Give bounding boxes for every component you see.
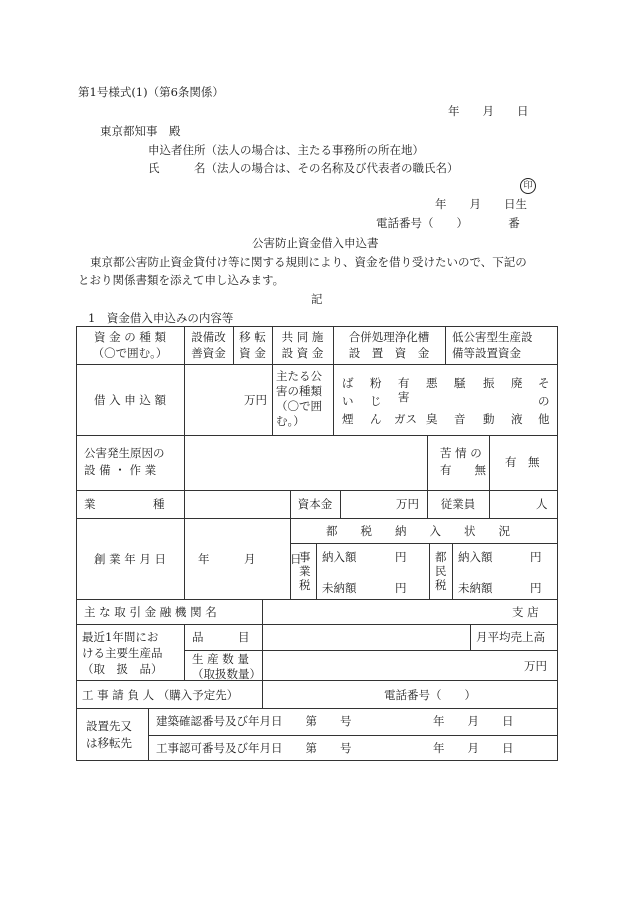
- pollution-type-label-2: 害の種類: [276, 384, 322, 398]
- fund-option-relocation[interactable]: 移 転: [239, 330, 266, 344]
- addressee: 東京都知事 殿: [100, 124, 181, 138]
- building-confirm-date: 年 月 日: [433, 714, 514, 728]
- employees-unit: 人: [536, 497, 548, 511]
- fund-type-note: （〇で囲む。）: [92, 346, 168, 360]
- complaint-label-1: 苦 情 の: [440, 446, 482, 460]
- pollution-noise-3: 音: [454, 412, 466, 426]
- pollution-vibration-1[interactable]: 振: [483, 376, 495, 390]
- bank-label: 主 な 取 引 金 融 機 関 名: [84, 605, 217, 619]
- loan-amount-unit: 万円: [244, 393, 267, 407]
- pollution-other-2: の: [538, 394, 550, 408]
- fund-option-septic-2: 設 置 資 金: [348, 346, 430, 360]
- pollution-type-label-4: む。）: [276, 414, 305, 428]
- business-tax-label-2: 業: [299, 564, 311, 578]
- birth-date-label: 年 月 日生: [435, 197, 527, 211]
- resident-tax-unpaid-label: 未納額: [458, 581, 493, 595]
- complaint-choice[interactable]: 有 無: [505, 455, 540, 469]
- industry-label: 業 種: [84, 497, 165, 511]
- fund-option-shared-2: 設 資 金: [281, 346, 324, 360]
- form-number: 第1号様式(1)（第6条関係）: [78, 85, 224, 99]
- pollution-dust-1[interactable]: 粉: [370, 376, 382, 390]
- quantity-label-1: 生 産 数 量: [192, 652, 249, 666]
- body-text-2: とおり関係書類を添えて申し込みます。: [78, 273, 285, 287]
- submission-date: 年 月 日: [448, 104, 529, 118]
- resident-tax-paid-unit: 円: [530, 550, 542, 564]
- tax-status-label: 都 税 納 入 状 況: [326, 524, 510, 538]
- item-label: 品 目: [192, 630, 250, 644]
- contractor-phone-label: 電話番号（ ）: [384, 688, 476, 702]
- seal-mark: 印: [520, 178, 536, 194]
- pollution-soot-1[interactable]: ば: [342, 376, 354, 390]
- fund-option-low-pollution-2: 備等設置資金: [452, 346, 521, 360]
- work-permit-date: 年 月 日: [433, 741, 514, 755]
- pollution-soot-2: い: [342, 394, 354, 408]
- founded-label: 創 業 年 月 日: [93, 552, 167, 566]
- fund-type-label: 資 金 の 種 類: [93, 330, 167, 344]
- pollution-other-3: 他: [538, 412, 550, 426]
- capital-unit: 万円: [396, 497, 419, 511]
- branch-label: 支 店: [512, 605, 539, 619]
- fund-option-low-pollution[interactable]: 低公害型生産設: [452, 330, 533, 344]
- pollution-type-label-1: 主たる公: [276, 369, 322, 383]
- loan-amount-label: 借 入 申 込 額: [93, 393, 167, 407]
- pollution-noise-1[interactable]: 騒: [454, 376, 466, 390]
- resident-tax-label-1: 都: [435, 550, 447, 564]
- business-tax-label-3: 税: [299, 578, 311, 592]
- ki-mark: 記: [311, 292, 323, 306]
- pollution-gas-2: 害: [398, 390, 410, 404]
- site-label-1: 設置先又: [86, 719, 132, 733]
- pollution-dust-2: じ: [370, 394, 382, 408]
- document-title: 公害防止資金借入申込書: [252, 236, 379, 250]
- fund-option-relocation-2: 資 金: [239, 346, 266, 360]
- applicant-address-label: 申込者住所（法人の場合は、主たる事務所の所在地）: [148, 143, 424, 157]
- pollution-type-label-3: （〇で囲: [276, 399, 322, 413]
- work-permit-label: 工事認可番号及び年月日 第 号: [156, 741, 352, 755]
- site-label-2: は移転先: [86, 736, 132, 750]
- pollution-dust-3: ん: [370, 412, 382, 426]
- resident-tax-unpaid-unit: 円: [530, 581, 542, 595]
- pollution-soot-3: 煙: [342, 412, 354, 426]
- products-label-1: 最近1年間にお: [82, 630, 159, 644]
- pollution-odor-1[interactable]: 悪: [426, 376, 438, 390]
- pollution-other-1[interactable]: そ: [538, 376, 550, 390]
- resident-tax-paid-label: 納入額: [458, 550, 493, 564]
- pollution-waste-1[interactable]: 廃: [511, 376, 523, 390]
- pollution-vibration-3: 動: [483, 412, 495, 426]
- business-tax-paid-label: 納入額: [322, 550, 357, 564]
- fund-option-equipment-2: 善資金: [191, 346, 226, 360]
- products-label-3: （取 扱 品）: [82, 662, 163, 676]
- complaint-label-2: 有 無: [440, 463, 486, 477]
- capital-label: 資本金: [297, 497, 333, 511]
- cause-label-1: 公害発生原因の: [84, 446, 165, 460]
- founded-value: 年 月 日: [198, 552, 302, 566]
- pollution-gas-3: ガス: [394, 412, 417, 426]
- body-text-1: 東京都公害防止資金貸付け等に関する規則により、資金を借り受けたいので、下記の: [90, 255, 527, 269]
- products-label-2: ける主要生産品: [82, 646, 163, 660]
- phone-number-label: 電話番号（ ） 番: [376, 216, 520, 230]
- section-heading: 1 資金借入申込みの内容等: [88, 311, 234, 325]
- pollution-gas-1[interactable]: 有: [398, 376, 410, 390]
- business-tax-label-1: 事: [299, 550, 311, 564]
- fund-option-equipment[interactable]: 設備改: [191, 330, 226, 344]
- monthly-sales-label: 月平均売上高: [476, 630, 545, 644]
- pollution-waste-3: 液: [511, 412, 523, 426]
- fund-option-shared[interactable]: 共 同 施: [281, 330, 324, 344]
- pollution-odor-3: 臭: [426, 412, 438, 426]
- business-tax-unpaid-unit: 円: [395, 581, 407, 595]
- fund-option-septic[interactable]: 合併処理浄化槽: [348, 330, 430, 344]
- applicant-name-label: 氏 名（法人の場合は、その名称及び代表者の職氏名）: [148, 161, 459, 175]
- resident-tax-label-2: 民: [435, 564, 447, 578]
- business-tax-paid-unit: 円: [395, 550, 407, 564]
- contractor-label: 工 事 請 負 人 （購入予定先）: [82, 688, 239, 702]
- cause-label-2: 設 備 ・ 作 業: [84, 463, 157, 477]
- resident-tax-label-3: 税: [435, 578, 447, 592]
- quantity-label-2: （取扱数量）: [192, 667, 261, 681]
- sales-unit: 万円: [524, 659, 547, 673]
- business-tax-unpaid-label: 未納額: [322, 581, 357, 595]
- building-confirm-label: 建築確認番号及び年月日 第 号: [156, 714, 352, 728]
- employees-label: 従業員: [440, 497, 476, 511]
